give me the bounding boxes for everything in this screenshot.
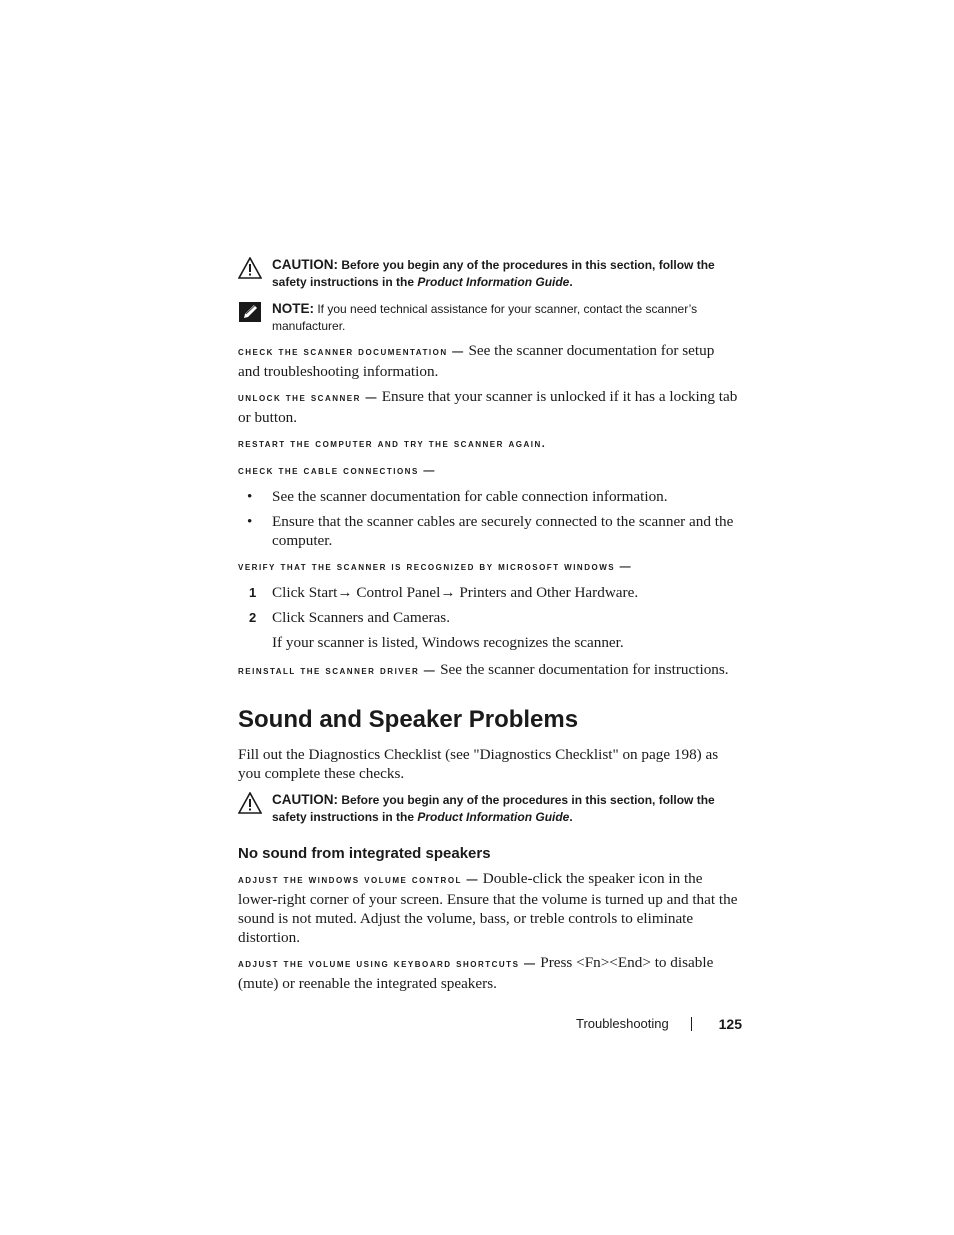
step-number: 2 bbox=[249, 610, 257, 625]
step-item: 2 Click Scanners and Cameras. bbox=[249, 609, 450, 626]
adjust-windows-volume-text: Double-click the speaker icon in the lower-right corner of your screen. Ensure that the volume is turned up and that the sound is not muted. Adjust the volume, bass, or treble controls to eliminate distortion. bbox=[238, 870, 738, 946]
unlock-scanner-paragraph bbox=[238, 387, 738, 427]
note-text: If you need technical assistance for your scanner, contact the scanner’s manufacturer. bbox=[272, 302, 698, 333]
reinstall-driver-text: See the scanner documentation for instructions. bbox=[440, 661, 729, 678]
cable-connections-heading: check the cable connections — bbox=[238, 465, 436, 477]
step-number: 1 bbox=[249, 585, 257, 600]
caution-notice: CAUTION: Before you begin any of the procedures in this section, follow the safety instructions in the Product Information Guide. bbox=[238, 256, 738, 291]
step-note bbox=[238, 633, 738, 652]
verify-windows-heading: verify that the scanner is recognized by microsoft windows — bbox=[238, 561, 633, 573]
note-label: NOTE: bbox=[272, 301, 314, 316]
adjust-keyboard-paragraph bbox=[238, 953, 738, 993]
section-title: Sound and Speaker Problems bbox=[238, 706, 579, 733]
caution-guide-title: Product Information Guide bbox=[417, 810, 570, 824]
caution-text: Before you begin any of the procedures in this section, follow the safety instructions in the bbox=[272, 793, 715, 824]
check-documentation-heading: check the scanner documentation — bbox=[238, 346, 465, 358]
arrow-icon: → bbox=[440, 584, 456, 601]
reinstall-driver-heading: reinstall the scanner driver — bbox=[238, 665, 437, 677]
warning-triangle-icon bbox=[238, 257, 262, 279]
printers-hardware-reference: Printers and Other Hardware bbox=[459, 584, 635, 601]
page-number: 125 bbox=[718, 1016, 742, 1032]
adjust-keyboard-heading: adjust the volume using keyboard shortcuts — bbox=[238, 958, 537, 970]
bullet-icon: • bbox=[247, 488, 253, 505]
caution-text: Before you begin any of the procedures in this section, follow the safety instructions in the bbox=[272, 258, 715, 289]
caution-label: CAUTION: bbox=[272, 257, 338, 272]
cable-connections-paragraph bbox=[238, 460, 738, 481]
scanners-cameras-reference: Scanners and Cameras bbox=[308, 609, 447, 626]
page-footer bbox=[576, 1014, 742, 1034]
list-item-text: Ensure that the scanner cables are securely connected to the scanner and the computer. bbox=[272, 513, 734, 549]
caution-notice: CAUTION: Before you begin any of the procedures in this section, follow the safety instructions in the Product Information Guide. bbox=[238, 791, 738, 826]
list-item bbox=[238, 512, 738, 550]
caution-guide-title: Product Information Guide bbox=[417, 275, 570, 289]
list-item-text: See the scanner documentation for cable connection information. bbox=[272, 488, 668, 505]
restart-heading: restart the computer and try the scanner again. bbox=[238, 438, 547, 450]
arrow-icon: → bbox=[337, 584, 353, 601]
step-item: 1 Click Start→ Control Panel→ Printers and Other Hardware. bbox=[249, 584, 639, 601]
unlock-scanner-heading: unlock the scanner — bbox=[238, 392, 378, 404]
list-item bbox=[238, 487, 738, 506]
check-documentation-text: See the scanner documentation for setup and troubleshooting information. bbox=[238, 342, 715, 380]
pencil-note-icon bbox=[238, 301, 262, 323]
restart-paragraph bbox=[238, 433, 738, 454]
footer-section-name: Troubleshooting bbox=[576, 1016, 669, 1031]
warning-triangle-icon bbox=[238, 792, 262, 814]
unlock-scanner-text: Ensure that your scanner is unlocked if it has a locking tab or button. bbox=[238, 388, 738, 426]
adjust-keyboard-text: Press <Fn><End> to disable (mute) or reenable the integrated speakers. bbox=[238, 954, 714, 992]
caution-label: CAUTION: bbox=[272, 792, 338, 807]
check-documentation-paragraph bbox=[238, 341, 738, 381]
adjust-windows-volume-paragraph bbox=[238, 869, 738, 947]
intro-paragraph: Fill out the Diagnostics Checklist (see "Diagnostics Checklist" on page 198) as you complete these checks. bbox=[238, 746, 719, 782]
adjust-windows-volume-heading: adjust the windows volume control — bbox=[238, 874, 479, 886]
subsection-title: No sound from integrated speakers bbox=[238, 845, 491, 862]
footer-divider bbox=[691, 1017, 692, 1031]
verify-windows-paragraph bbox=[238, 556, 738, 577]
reinstall-driver-paragraph bbox=[238, 660, 738, 681]
control-panel-reference: Control Panel bbox=[356, 584, 441, 601]
page-content bbox=[238, 256, 738, 993]
step-note-text: If your scanner is listed, Windows recognizes the scanner. bbox=[272, 634, 624, 651]
bullet-icon: • bbox=[247, 513, 253, 530]
start-menu-reference: Start bbox=[308, 584, 338, 601]
note-notice bbox=[238, 300, 738, 335]
